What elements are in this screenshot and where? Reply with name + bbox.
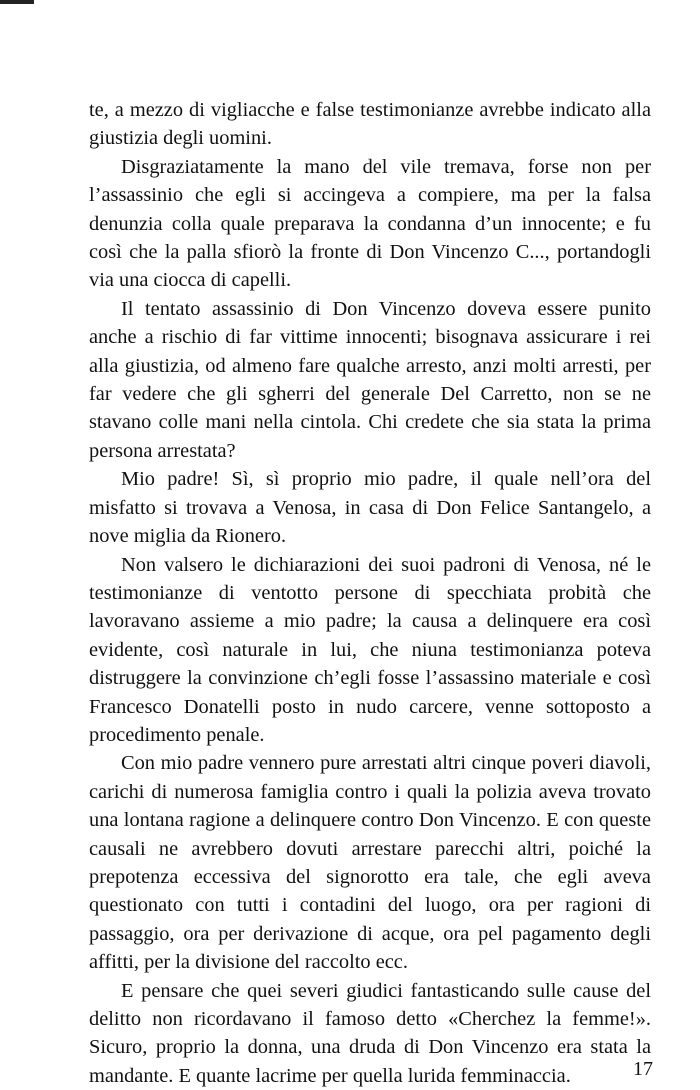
paragraph-my-father: Mio padre! Sì, sì proprio mio padre, il quale nell’ora del misfatto si trovava a Venosa, in casa di Don Felice Santangelo, a nove miglia da Rionero. bbox=[89, 468, 651, 548]
paragraph-other-arrests: Con mio padre vennero pure arrestati altri cinque poveri diavoli, carichi di numerosa famiglia contro i quali la polizia aveva trovato una lontana ragione a delinquere contro Don Vincenzo. E con queste causali ne avrebbero dovuti arrestare parecchi altri, poiché la prepotenza eccessiva del signorotto era tale, che egli aveva questionato con tutti i contadini del luogo, ora per ragioni di passaggio, ora per derivazione di acque, ora pel pagamento degli affitti, per la divisione del raccolto ecc. bbox=[89, 752, 651, 974]
paragraph-trembling-hand: Disgraziatamente la mano del vile tremava, forse non per l’assassinio che egli si accingeva a compiere, ma per la falsa denunzia colla quale preparava la condanna d’un innocente; e fu così che la palla sfiorò la fronte di Don Vincenzo C..., portandogli via una ciocca di capelli. bbox=[89, 155, 651, 292]
paragraph-cherchez-la-femme: E pensare che quei severi giudici fantasticando sulle cause del delitto non ricordavano il famoso detto «Cherchez la femme!». Sicuro, proprio la donna, una druda di Don Vincenzo era stata la mandante. E quante lacrime per quella lurida femminaccia. bbox=[89, 979, 651, 1087]
scan-edge-mark bbox=[0, 0, 34, 4]
paragraph-testimonies: Non valsero le dichiarazioni dei suoi padroni di Venosa, né le testimonianze di ventotto persone di specchiata probità che lavoravano assieme a mio padre; la causa a delinquere era così evidente, così naturale in lui, che niuna testimonianza poteva distruggere la convinzione ch’egli fosse l’assassino materiale e così Francesco Donatelli posto in nudo carcere, venne sottoposto a procedimento penale. bbox=[89, 553, 651, 746]
paragraph-continuation: te, a mezzo di vigliacche e false testimonianze avrebbe indicato alla giustizia degli uomini. bbox=[89, 99, 651, 150]
paragraph-attempted-murder: Il tentato assassinio di Don Vincenzo doveva essere punito anche a rischio di far vittime innocenti; bisognava assicurare i rei alla giustizia, od almeno fare qualche arresto, anzi molti arresti, per far vedere che gli sgherri del generale Del Carretto, non se ne stavano colle mani nella cintola. Chi credete che sia stata la prima persona arrestata? bbox=[89, 297, 651, 462]
book-page-text bbox=[89, 96, 651, 1090]
page-number: 17 bbox=[633, 1058, 653, 1080]
